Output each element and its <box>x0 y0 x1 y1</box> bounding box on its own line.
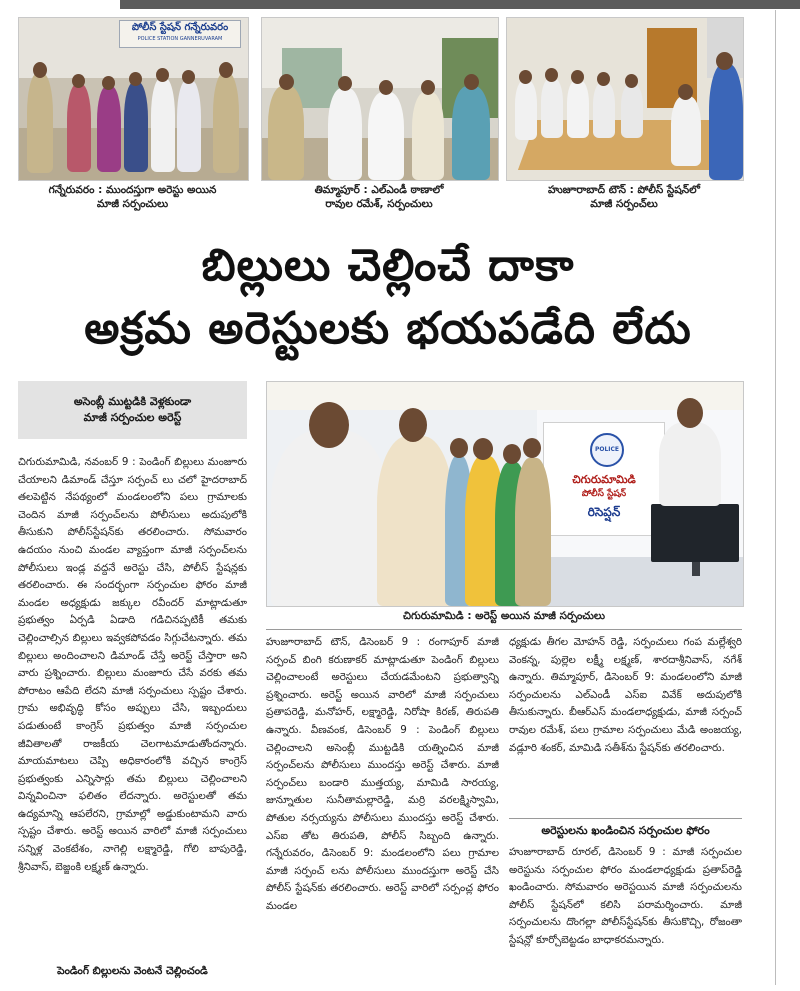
headline-line2: అక్రమ అరెస్టులకు భయపడేది లేదు <box>84 303 692 354</box>
photo1-caption-line2: మాజీ సర్పంచులు <box>96 198 169 210</box>
photo-chigurumamidi-reception <box>266 381 744 607</box>
photo2-caption <box>261 183 497 211</box>
top-color-bar <box>0 0 800 9</box>
subhead-line2: మాజీ సర్పంచుల అరెస్ట్ <box>83 411 182 424</box>
telangana-police-badge <box>590 433 624 467</box>
sign-line3: రిసెప్షన్ <box>587 505 621 519</box>
sign-line2: పోలీస్ స్టేషన్ <box>581 489 627 499</box>
sign-line1: చిగురుమామిడి <box>572 473 636 486</box>
photo2-caption-line1: తిమ్మాపూర్ : ఎల్ఎండీ ఠాణాలో <box>314 184 444 196</box>
photo-thimmapur-lmd-station <box>261 17 499 181</box>
column1-text: చిగురుమామిడి, నవంబర్ 9 : పెండింగ్ బిల్లులు మంజూరు చేయాలని డిమాండ్ చేస్తూ సర్పంచ్ లు చలో హైదరాబాద్ తలపెట్టిన నేపథ్యంలో మండలంలోని పలు గ్రామాలకు చెందిన మాజీ సర్పంచ్‌లను పోలీసులు అదుపులోకి తీసుకుని పోలీస్‌స్టేషన్‌కు తరలించారు. సోమవారం ఉదయం నుంచి మండల వ్యాప్తంగా మాజీ సర్పంచ్‌లను పోలీసులు ఇండ్ల వద్దనే అరెస్టు చేసి, పోలీస్ స్టేషన్లకు తరలించారు. ఈ సందర్భంగా సర్పంచుల ఫోరం మాజీ మండల అధ్యక్షుడు జక్కుల రవీందర్ మాట్లాడుతూ ప్రభుత్వం ఏర్పడి ఏడాది గడిచినప్పటికీ తమకు చెల్లించాల్సిన బిల్లులు ఇవ్వకపోవడం సిగ్గుచేటన్నారు. తమ బిల్లులు అందించాలని డిమాండ్ చేస్తే అరెస్ట్ చేస్తారా అని వారు ప్రశ్నించారు. బిల్లులు మంజూరు చేసే వరకు తమ పోరాటం ఆపేది లేదని మాజీ సర్పంచులు స్పష్టం చేశారు. గ్రామ అభివృద్ధి కోసం అప్పులు చేసి, ఇబ్బందులు పడుతుంటే కాంగ్రెస్ ప్రభుత్వం మాజీ సర్పంచుల జీవితాలతో రాజకీయ చెలగాటమాడుతోందన్నారు. మాయమాటలు చెప్పి అధికారంలోకి వచ్చిన కాంగ్రెస్ ప్రభుత్వంకు ఎన్నిసార్లు తమ బిల్లులు చెల్లించాలని విన్నవించినా ఫలితం లేదన్నారు. అరెస్టులతో తమ ఉద్యమాన్ని ఆపలేరని, గ్రామాల్లో అడ్డుకుంటామని వారు స్పష్టం చేశారు. అరెస్ట్ అయిన వారిలో మాజీ సర్పంచులు సన్నిళ్ల వెంకటేశం, నాగెల్లి లక్ష్మారెడ్డి, గోలి బాపురెడ్డి, శ్రీనివాస్, బెజ్జంకి లక్ష్మణ్ ఉన్నారు. <box>18 456 247 873</box>
column3-section-rule <box>509 818 742 819</box>
sign-text: పోలీస్ స్టేషన్ గన్నేరువరం <box>131 22 229 33</box>
column3-text1: ధ్యక్షుడు తీగల మోహన్ రెడ్డి, సర్పంచులు గంప మల్లేశ్వరి వెంకన్న, పుల్లెల లక్ష్మీ లక్ష్మణ్, శారదాశ్రీనివాస్, నగేశ్ ఉన్నారు. తిమ్మాపూర్, డిసెంబర్ 9: మండలంలోని మాజీ సర్పంచులను ఎల్ఎండీ ఎస్ఐ వివేక్ అదుపులోకి తీసుకున్నారు. బీఆర్ఎస్ మండలాధ్యక్షుడు, మాజీ సర్పంచ్ రావుల రమేశ్, పలు గ్రామాల సర్పంచులు మేడి అంజయ్య, వడ్లూరి శంకర్, మామిడి సతీశ్‌ను స్టేషన్‌కు తరలించారు. <box>509 636 742 754</box>
column-rule-right <box>775 10 776 985</box>
badge-text: POLICE <box>594 446 620 453</box>
computer-monitor <box>651 504 739 562</box>
photo1-caption-line1: గన్నేరువరం : ముందస్తుగా అరెస్టు అయిన <box>48 184 217 196</box>
photo1-caption <box>18 183 247 211</box>
reception-sign <box>543 422 665 536</box>
column3-body-bottom <box>509 844 742 984</box>
photo3-caption-line2: మాజీ సర్పంచ్‌లు <box>590 198 658 210</box>
photo3-caption-line1: హుజూరాబాద్ టౌన్ : పోలీస్ స్టేషన్‌లో <box>548 184 700 196</box>
photo-huzurabad-town-station <box>506 17 744 181</box>
column3-section-head: అరెస్టులను ఖండించిన సర్పంచుల ఫోరం <box>541 824 710 837</box>
photo2-caption-line2: రావుల రమేశ్, సర్పంచులు <box>325 198 433 210</box>
headline-line1: బిల్లులు చెల్లించే దాకా <box>201 240 575 291</box>
photo3-caption <box>506 183 742 211</box>
column1-body <box>18 454 247 962</box>
column1-continued-head: పెండింగ్ బిల్లులను వెంటనే చెల్లించండి <box>57 965 208 977</box>
column2-text: హుజూరాబాద్ టౌన్, డిసెంబర్ 9 : రంగాపూర్ మాజీ సర్పంచ్ బింగి కరుణాకర్ మాట్లాడుతూ పెండింగ్ బిల్లులు చెల్లించాలంటే అరెస్టులు చేయడమేంటని ప్రభుత్వాన్ని ప్రశ్నించారు. అరెస్ట్ అయిన వారిలో మాజీ సర్పంచులు ప్రతాపరెడ్డి, మనోహర్, లక్ష్మారెడ్డి, నిరోషా కిరణ్, తిరుపతి ఉన్నారు. వీణవంక, డిసెంబర్ 9 : పెండింగ్ బిల్లులు చెల్లించాలని అసెంబ్లీ ముట్టడికి యత్నించిన మాజీ సర్పంచ్‌లను పోలీసులు ముందస్తు అరెస్ట్ చేశారు. మాజీ సర్పంచ్‌లు బండారి ముత్తయ్య, మామిడి సారయ్య, జున్నూతుల సునీతామల్లారెడ్డి, మర్రి వరలక్ష్మిస్వామి, పోతుల నర్సయ్యను పోలీసులు ముందస్తు అరెస్ట్ చేశారు. ఎస్ఐ తోట తిరుపతి, పోలీస్ సిబ్బంది ఉన్నారు. గన్నేరువరం, డిసెంబర్ 9: మండలంలోని పలు గ్రామాల మాజీ సర్పంచ్ లను పోలీసులు ముందస్తుగా అరెస్ట్ చేసి పోలీస్ స్టేషన్‌కు తరలించారు. అరెస్ట్ వారిలో సర్పంచ్ల ఫోరం మండల <box>266 636 499 912</box>
sign-subtext: POLICE STATION GANNERUVARAM <box>137 36 223 42</box>
column3-text2: హుజూరాబాద్ రూరల్, డిసెంబర్ 9 : మాజీ సర్పంచుల అరెస్టును సర్పంచుల ఫోరం మండలాధ్యక్షుడు ప్రతాప్‌రెడ్డి ఖండించారు. సోమవారం అరెస్టయిన మాజీ సర్పంచులను పోలీస్ స్టేషన్‌లో కలిసి పరామర్శించారు. మాజీ సర్పంచులను దొంగల్లా పోలీస్‌స్టేషన్‌కు తీసుకొచ్చి, రోజంతా స్టేషన్లో కూర్చోబెట్టడం బాధాకరమన్నారు. <box>509 846 742 946</box>
photo4-caption: చిగురుమామిడి : అరెస్ట్ అయిన మాజీ సర్పంచులు <box>402 610 605 622</box>
column3-body-top <box>509 634 742 812</box>
subhead-line1: అసెంబ్లీ ముట్టడికి వెళ్లకుండా <box>73 395 192 408</box>
photo-gunneruvaram-police-station <box>18 17 249 181</box>
subhead-box <box>18 381 247 439</box>
photo4-caption-rule <box>266 629 742 630</box>
column2-body <box>266 634 499 982</box>
police-station-sign <box>119 20 241 48</box>
